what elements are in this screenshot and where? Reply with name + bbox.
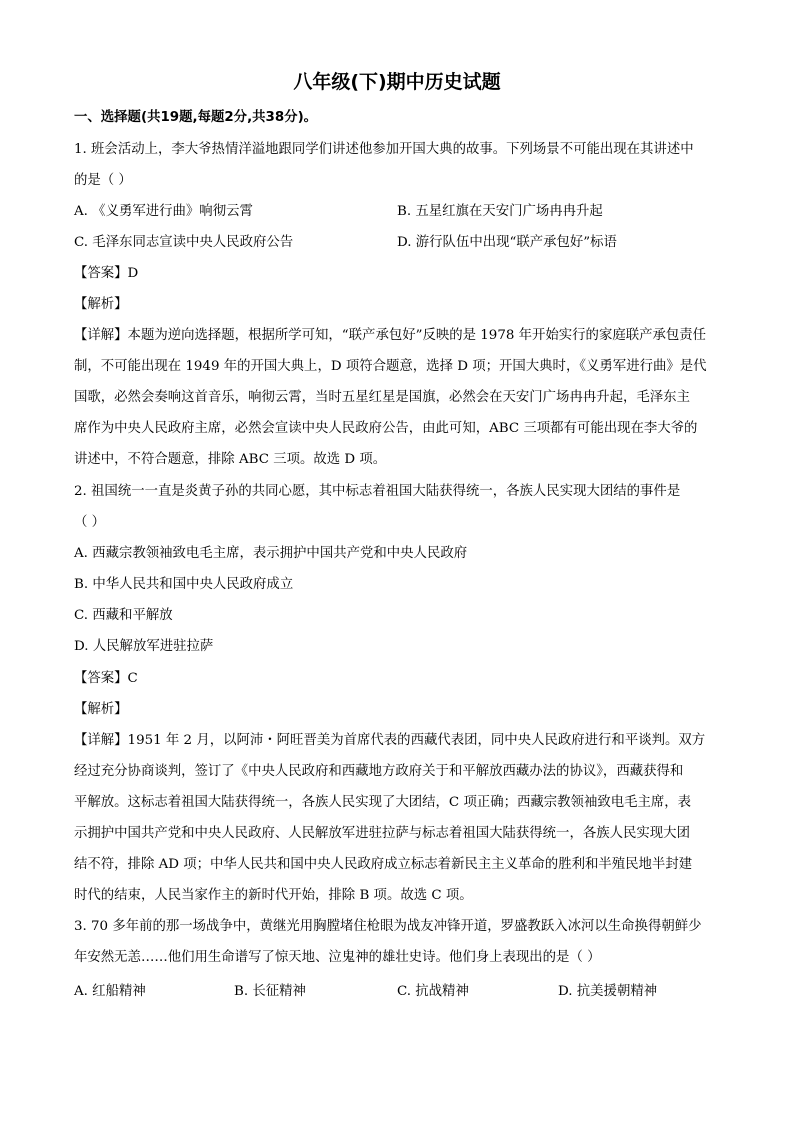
q1-option-a: A. 《义勇军进行曲》响彻云霄 [74, 204, 253, 219]
q1-option-c: C. 毛泽东同志宣读中央人民政府公告 [74, 235, 294, 250]
q3-stem-line-1: 3. 70 多年前的那一场战争中，黄继光用胸膛堵住枪眼为战友冲锋开道，罗盛教跃入冰河以生命换得朝鲜少 [74, 919, 702, 934]
page-title: 八年级(下)期中历史试题 [293, 71, 501, 93]
q1-analysis-label: 【解析】 [74, 297, 128, 312]
q1-answer: 【答案】D [74, 266, 139, 281]
q2-analysis-label: 【解析】 [74, 702, 128, 717]
q1-detail-line-5: 讲述中，不符合题意，排除 ABC 三项。故选 D 项。 [74, 452, 387, 467]
q2-detail-line-6: 时代的结束，人民当家作主的新时代开始，排除 B 项。故选 C 项。 [74, 888, 473, 903]
q2-detail-line-5: 结不符，排除 AD 项；中华人民共和国中央人民政府成立标志着新民主主义革命的胜利和半殖民地半封建 [74, 857, 693, 872]
q1-stem-line-2: 的是（ ） [74, 173, 132, 188]
q2-detail-line-4: 示拥护中国共产党和中央人民政府、人民解放军进驻拉萨与标志着祖国大陆获得统一，各族人民实现大团 [74, 826, 690, 841]
q3-option-d: D. 抗美援朝精神 [558, 984, 658, 999]
q2-detail-line-1: 【详解】1951 年 2 月，以阿沛・阿旺晋美为首席代表的西藏代表团，同中央人民政府进行和平谈判。双方 [74, 733, 706, 748]
q2-stem-line-2: （ ） [74, 515, 106, 530]
q3-option-a: A. 红船精神 [74, 984, 146, 999]
q2-detail-line-2: 经过充分协商谈判，签订了《中央人民政府和西藏地方政府关于和平解放西藏办法的协议》，西藏获得和 [74, 764, 684, 779]
q1-detail-line-1: 【详解】本题为逆向选择题，根据所学可知，“联产承包好”反映的是 1978 年开始实行的家庭联产承包责任 [74, 328, 707, 343]
q1-detail-line-2: 制，不可能出现在 1949 年的开国大典上，D 项符合题意，选择 D 项；开国大典时，《义勇军进行曲》是代 [74, 359, 707, 374]
q2-stem-line-1: 2. 祖国统一一直是炎黄子孙的共同心愿，其中标志着祖国大陆获得统一，各族人民实现大团结的事件是 [74, 484, 681, 499]
q1-detail-line-3: 国歌，必然会奏响这首音乐，响彻云霄，当时五星红星是国旗，必然会在天安门广场冉冉升起，毛泽东主 [74, 390, 690, 405]
q1-detail-line-4: 席作为中央人民政府主席，必然会宣读中央人民政府公告，由此可知，ABC 三项都有可能出现在李大爷的 [74, 421, 698, 436]
section-heading: 一、选择题(共19题,每题2分,共38分)。 [74, 110, 318, 125]
q1-stem-line-1: 1. 班会活动上，李大爷热情洋溢地跟同学们讲述他参加开国大典的故事。下列场景不可能出现在其讲述中 [74, 142, 694, 157]
q3-stem-line-2: 年安然无恙……他们用生命谱写了惊天地、泣鬼神的雄壮史诗。他们身上表现出的是（ ） [74, 950, 601, 965]
q2-option-c: C. 西藏和平解放 [74, 608, 173, 623]
q2-option-b: B. 中华人民共和国中央人民政府成立 [74, 577, 294, 592]
q2-option-d: D. 人民解放军进驻拉萨 [74, 639, 214, 654]
q3-option-c: C. 抗战精神 [397, 984, 469, 999]
q2-answer: 【答案】C [74, 671, 138, 686]
q2-detail-line-3: 平解放。这标志着祖国大陆获得统一，各族人民实现了大团结，C 项正确；西藏宗教领袖致电毛主席，表 [74, 795, 692, 810]
q3-option-b: B. 长征精神 [234, 984, 306, 999]
q1-option-d: D. 游行队伍中出现“联产承包好”标语 [397, 235, 617, 250]
q1-option-b: B. 五星红旗在天安门广场冉冉升起 [397, 204, 603, 219]
q2-option-a: A. 西藏宗教领袖致电毛主席，表示拥护中国共产党和中央人民政府 [74, 546, 468, 561]
